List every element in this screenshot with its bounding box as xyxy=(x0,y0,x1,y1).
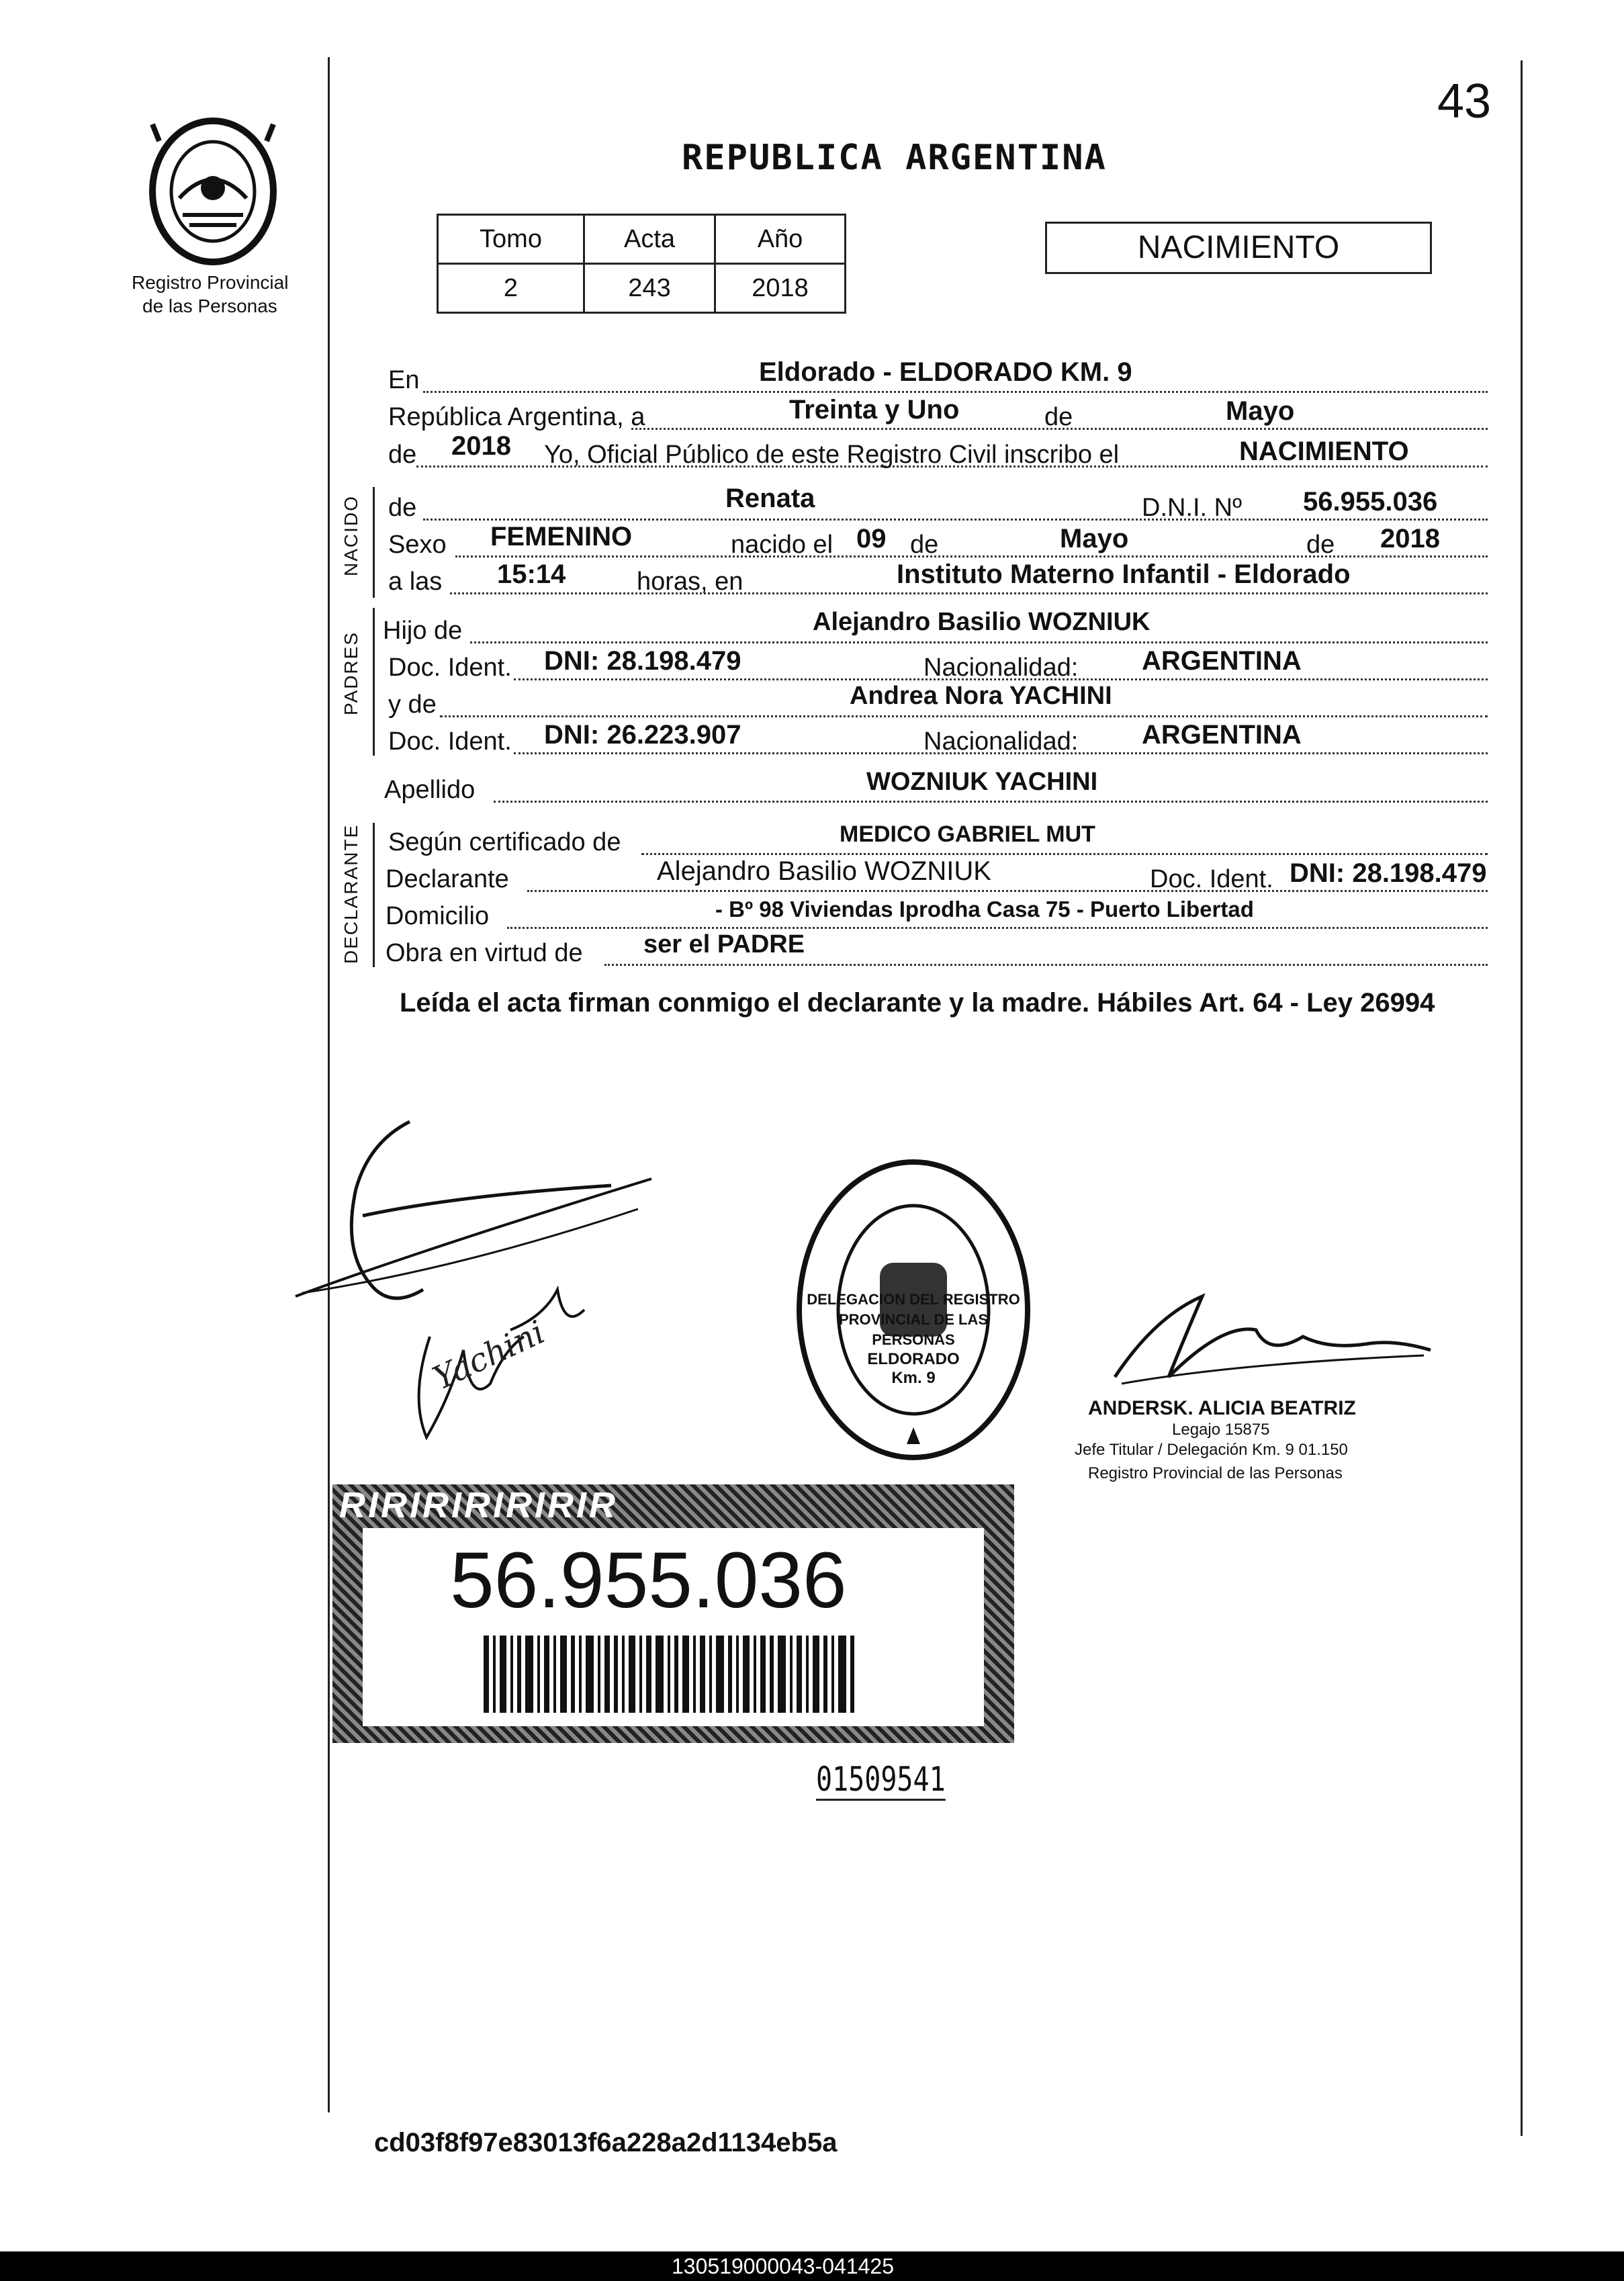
label-horas-en: horas, en xyxy=(637,568,743,596)
value-apellido: WOZNIUK YACHINI xyxy=(866,768,1098,796)
value-mother-doc: DNI: 26.223.907 xyxy=(544,720,741,750)
official-org: Registro Provincial de las Personas xyxy=(1088,1464,1343,1482)
label-nacido-el: nacido el xyxy=(731,531,833,559)
section-padres: PADRES xyxy=(341,631,361,715)
label-republica: República Argentina, a xyxy=(388,403,645,431)
value-birth-month: Mayo xyxy=(1060,524,1129,553)
value-child-name: Renata xyxy=(725,484,815,513)
serial-number: 01509541 xyxy=(816,1760,946,1801)
value-mother-nat: ARGENTINA xyxy=(1142,720,1302,750)
document-hash: cd03f8f97e83013f6a228a2d1134eb5a xyxy=(374,2128,838,2157)
registration-table-values xyxy=(438,264,846,313)
barcode-number: 56.955.036 xyxy=(450,1536,847,1625)
right-margin-line xyxy=(1521,60,1523,2136)
value-month: Mayo xyxy=(1226,396,1295,426)
label-en: En xyxy=(388,366,420,394)
record-type-box xyxy=(1045,222,1432,274)
closing-text: Leída el acta firman conmigo el declarante y la madre. Hábiles Art. 64 - Ley 26994 xyxy=(400,988,1435,1018)
document-title: REPUBLICA ARGENTINA xyxy=(682,138,1107,178)
registry-stamp xyxy=(793,1155,1034,1464)
value-sexo: FEMENINO xyxy=(490,522,633,551)
value-certificado: MEDICO GABRIEL MUT xyxy=(840,821,1095,847)
table-header-ano: Año xyxy=(715,215,846,264)
value-father: Alejandro Basilio WOZNIUK xyxy=(813,608,1151,636)
record-type: NACIMIENTO xyxy=(1137,230,1340,265)
label-declarante-doc: Doc. Ident. xyxy=(1150,865,1273,893)
stamp-text: DELEGACION DEL REGISTRO PROVINCIAL DE LAS PERSONAS xyxy=(807,1291,1020,1348)
label-declarante: Declarante xyxy=(386,865,509,893)
official-legajo: Legajo 15875 xyxy=(1172,1421,1270,1439)
label-apellido: Apellido xyxy=(384,776,476,804)
label-doc-mother: Doc. Ident. xyxy=(388,727,512,756)
table-value-ano: 2018 xyxy=(715,264,846,313)
value-day-words: Treinta y Uno xyxy=(789,395,960,424)
table-header-tomo: Tomo xyxy=(438,215,584,264)
line-apellido xyxy=(494,801,1488,803)
line-nacido-name xyxy=(423,519,1488,521)
label-oficial: Yo, Oficial Público de este Registro Civil inscribo el xyxy=(544,441,1120,469)
value-year: 2018 xyxy=(451,431,511,461)
label-sexo: Sexo xyxy=(388,531,447,559)
value-declarante: Alejandro Basilio WOZNIUK xyxy=(657,856,991,886)
line-hijo xyxy=(470,641,1488,643)
page-number: 43 xyxy=(1437,75,1492,128)
label-nacido-de: de xyxy=(388,494,417,522)
label-domicilio: Domicilio xyxy=(386,902,490,930)
parent-signatures xyxy=(289,1115,678,1478)
label-a-las: a las xyxy=(388,568,443,596)
registration-table-header xyxy=(438,215,846,264)
value-mother: Andrea Nora YACHINI xyxy=(850,682,1112,710)
line-declarante xyxy=(527,890,1488,892)
table-value-tomo: 2 xyxy=(438,264,584,313)
section-nacido: NACIDO xyxy=(341,495,361,576)
value-inscribe: NACIMIENTO xyxy=(1239,437,1409,466)
official-role: Jefe Titular / Delegación Km. 9 01.150 xyxy=(1075,1441,1348,1459)
barcode-inner xyxy=(363,1528,984,1726)
value-dni: 56.955.036 xyxy=(1303,487,1438,517)
line-obra xyxy=(604,964,1488,966)
official-name: ANDERSK. ALICIA BEATRIZ xyxy=(1088,1397,1356,1419)
label-y-de: y de xyxy=(388,690,437,719)
label-hijo-de: Hijo de xyxy=(383,617,463,645)
line-en xyxy=(423,391,1488,393)
label-nac-father: Nacionalidad: xyxy=(923,654,1079,682)
table-header-acta: Acta xyxy=(584,215,715,264)
label-nacido-de3: de xyxy=(1306,531,1335,559)
padres-bracket xyxy=(373,608,381,756)
line-domicilio xyxy=(507,927,1488,929)
value-father-doc: DNI: 28.198.479 xyxy=(544,646,741,676)
footer-code: 130519000043-041425 xyxy=(672,2254,894,2278)
barcode-bars xyxy=(484,1636,860,1713)
parent-signature-text: Yachini xyxy=(427,1313,551,1398)
registry-name-line2: de las Personas xyxy=(142,296,277,316)
value-birth-place: Instituto Materno Infantil - Eldorado xyxy=(897,560,1351,589)
line-y-de xyxy=(440,715,1488,717)
footer-bar xyxy=(0,2251,1624,2281)
value-father-nat: ARGENTINA xyxy=(1142,646,1302,676)
label-de-1: de xyxy=(1044,403,1073,431)
section-declarante: DECLARANTE xyxy=(341,823,361,964)
official-signature xyxy=(1101,1276,1437,1390)
line-a-las xyxy=(450,592,1488,594)
dni-barcode-sticker xyxy=(332,1484,1014,1743)
value-birth-year: 2018 xyxy=(1380,524,1440,553)
value-place: Eldorado - ELDORADO KM. 9 xyxy=(759,357,1132,387)
value-obra: ser el PADRE xyxy=(643,930,805,958)
left-margin-line xyxy=(328,57,330,2112)
line-segun xyxy=(641,853,1488,855)
provincial-shield-logo xyxy=(142,114,283,269)
label-obra: Obra en virtud de xyxy=(386,939,583,967)
label-segun: Según certificado de xyxy=(388,828,621,856)
registry-name-line1: Registro Provincial xyxy=(132,272,289,293)
nacido-bracket xyxy=(373,487,381,598)
declarante-bracket xyxy=(373,823,381,967)
label-nacido-de2: de xyxy=(910,531,939,559)
value-domicilio: - Bº 98 Viviendas Iprodha Casa 75 - Puerto Libertad xyxy=(715,897,1254,922)
label-de-2: de xyxy=(388,441,417,469)
barcode-pattern: RIRIRIRIRIRIR xyxy=(339,1485,618,1525)
label-doc-father: Doc. Ident. xyxy=(388,654,512,682)
table-value-acta: 243 xyxy=(584,264,715,313)
value-hour: 15:14 xyxy=(497,560,566,589)
value-birth-day: 09 xyxy=(856,524,887,553)
label-dni: D.N.I. Nº xyxy=(1142,494,1242,522)
stamp-inner-text: ELDORADO Km. 9 xyxy=(867,1350,960,1387)
value-declarante-doc: DNI: 28.198.479 xyxy=(1290,858,1487,888)
registration-table xyxy=(437,214,846,314)
label-nac-mother: Nacionalidad: xyxy=(923,727,1079,756)
